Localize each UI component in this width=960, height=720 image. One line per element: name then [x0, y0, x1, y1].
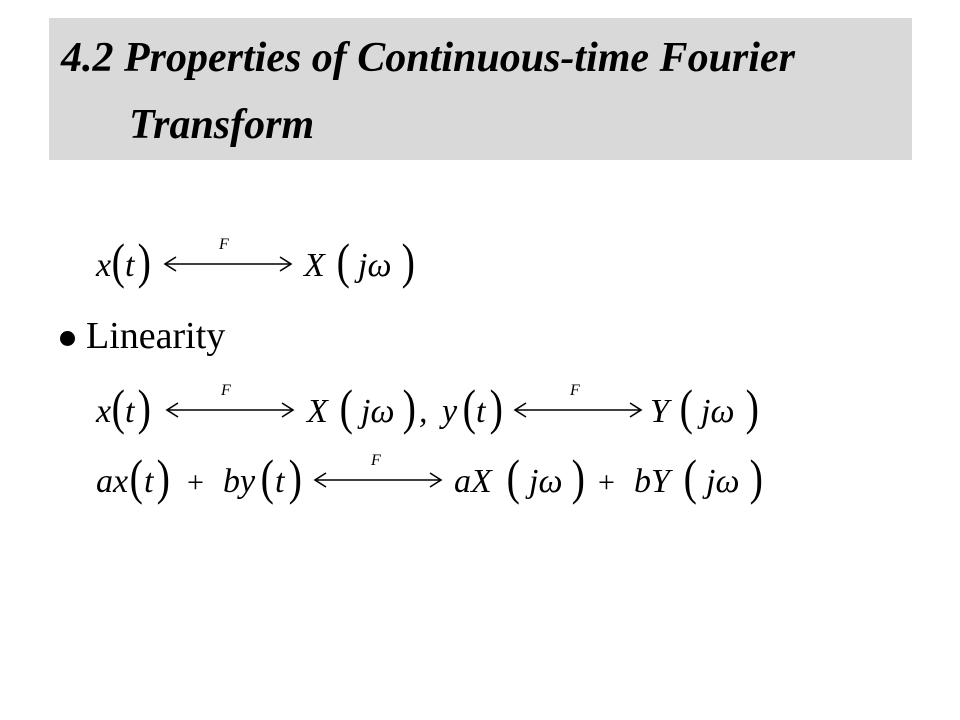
eq1-jw: jω	[361, 393, 395, 430]
eq1-F-label: F	[221, 382, 231, 399]
eq1-rparen2: )	[402, 379, 416, 435]
linearity-premise-equation	[92, 379, 772, 438]
eq0-jw: jω	[358, 247, 392, 284]
eq0-rparen2: )	[401, 233, 415, 289]
eq1-t: t	[125, 393, 135, 430]
bullet-icon	[60, 331, 75, 346]
eq2-t1: t	[144, 463, 154, 500]
eq2-jw2: jω	[706, 463, 740, 500]
eq0-bidirectional-arrow	[162, 250, 294, 280]
eq0-lparen2: (	[336, 233, 350, 289]
eq1-lparen: (	[111, 379, 125, 435]
title-banner	[49, 18, 912, 160]
eq2-rparen2: )	[288, 449, 302, 505]
eq2-lparen3: (	[506, 449, 520, 505]
eq1-rparen3: )	[489, 379, 503, 435]
linearity-result-equation	[92, 449, 782, 508]
eq2-lparen2: (	[260, 449, 274, 505]
eq2-plus1: +	[187, 466, 204, 499]
eq1-bidirectional-arrow	[164, 396, 296, 426]
eq1-bidirectional-arrow-2	[512, 396, 644, 426]
eq2-F-label: F	[371, 452, 381, 469]
slide-title-line1: 4.2 Properties of Continuous-time Fourier	[61, 35, 795, 81]
eq1-comma: ,	[419, 393, 428, 430]
eq0-rparen: )	[137, 233, 151, 289]
eq2-aX: aX	[454, 463, 492, 500]
eq1-lparen2: (	[339, 379, 353, 435]
eq2-by: by	[223, 463, 256, 500]
eq2-rparen1: )	[156, 449, 170, 505]
eq1-y: y	[442, 393, 458, 430]
fourier-pair-equation	[92, 233, 432, 292]
eq2-lparen1: (	[129, 449, 143, 505]
eq1-t2: t	[476, 393, 486, 430]
eq1-lparen4: (	[679, 379, 693, 435]
eq2-rparen4: )	[749, 449, 763, 505]
eq2-jw1: jω	[529, 463, 563, 500]
slide-title-line2: Transform	[129, 102, 315, 148]
eq1-jw2: jω	[701, 393, 735, 430]
eq2-t2: t	[275, 463, 285, 500]
eq2-rparen3: )	[571, 449, 585, 505]
section-heading-linearity: Linearity	[86, 315, 226, 357]
eq0-X: X	[304, 247, 325, 284]
eq1-Y: Y	[650, 393, 669, 430]
eq2-ax: ax	[96, 463, 129, 500]
eq0-x: x	[96, 247, 112, 284]
eq2-bidirectional-arrow	[312, 466, 444, 496]
eq1-rparen4: )	[745, 379, 759, 435]
eq1-X: X	[307, 393, 328, 430]
eq2-bY: bY	[634, 463, 670, 500]
eq1-x: x	[96, 393, 112, 430]
eq0-lparen: (	[111, 233, 125, 289]
eq0-t: t	[125, 247, 135, 284]
eq2-lparen4: (	[683, 449, 697, 505]
eq1-lparen3: (	[462, 379, 476, 435]
eq2-plus2: +	[598, 466, 615, 499]
eq0-F-label: F	[219, 236, 229, 253]
eq1-rparen: )	[137, 379, 151, 435]
eq1-F2-label: F	[570, 382, 580, 399]
